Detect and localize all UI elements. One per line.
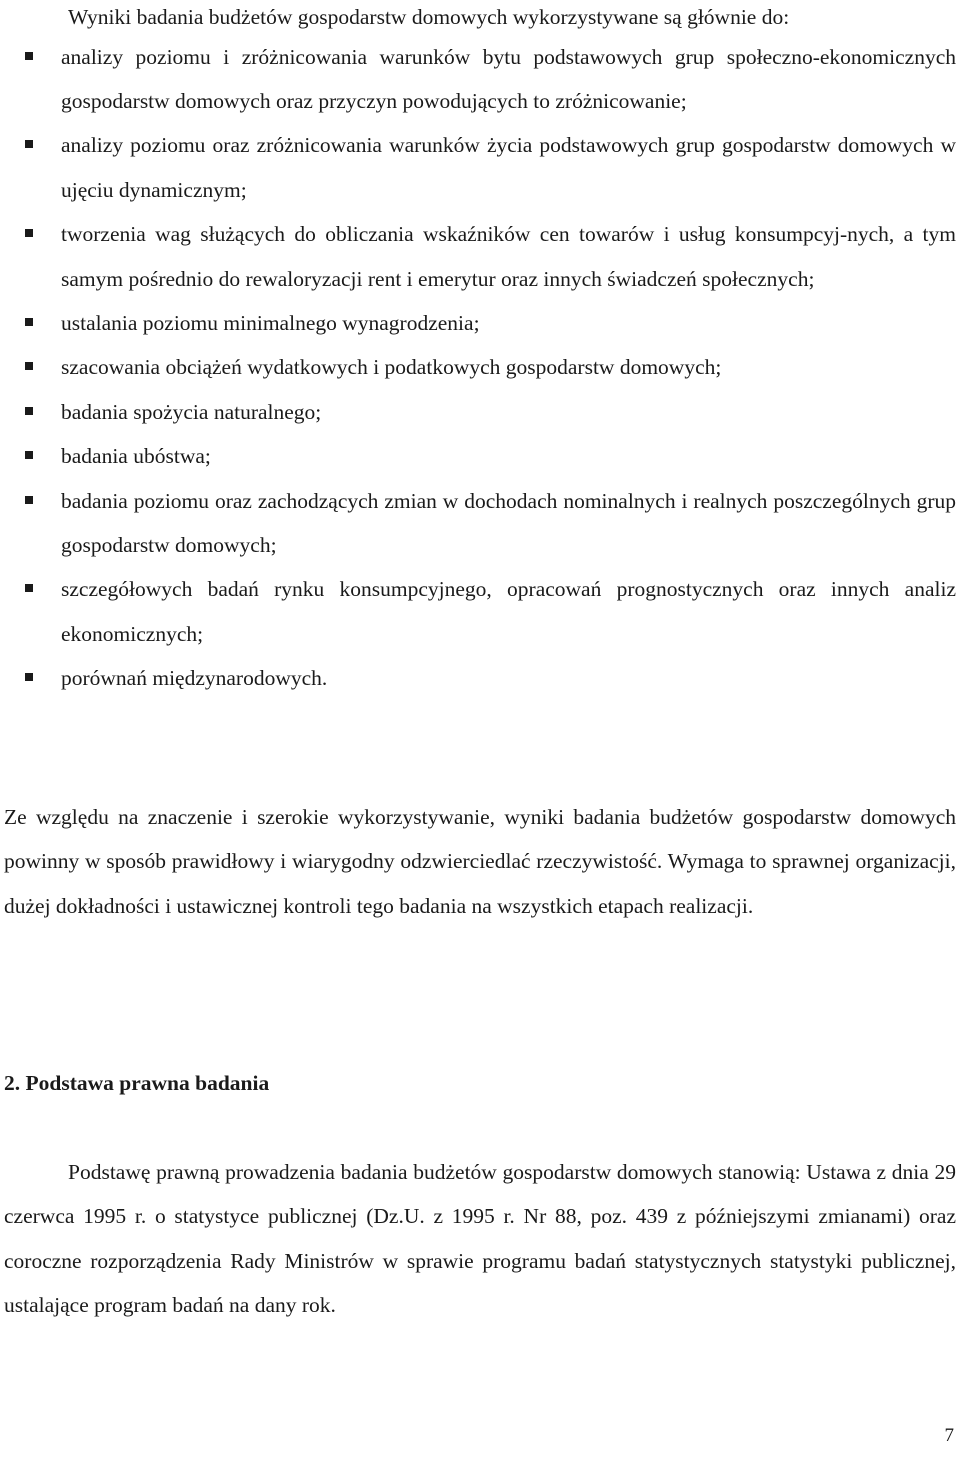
list-item-text: analizy poziomu oraz zróżnicowania warunków życia podstawowych grup gospodarstw domowych w ujęciu dynamicznym; <box>61 133 956 202</box>
list-item-text: szacowania obciążeń wydatkowych i podatkowych gospodarstw domowych; <box>61 355 722 380</box>
page-number: 7 <box>944 1425 954 1446</box>
list-item <box>0 479 960 568</box>
list-item <box>0 434 960 478</box>
list-item <box>0 212 960 301</box>
list-item-text: szczegółowych badań rynku konsumpcyjnego, opracowań prognostycznych oraz innych analiz ekonomicznych; <box>61 577 956 646</box>
square-bullet-icon <box>25 229 33 237</box>
legal-basis-paragraph: Podstawę prawną prowadzenia badania budżetów gospodarstw domowych stanowią: Ustawa z dnia 29 czerwca 1995 r. o statystyce publicznej (Dz.U. z 1995 r. Nr 88, poz. 439 z późniejszymi zmianami) oraz coroczne rozporządzenia Rady Ministrów w sprawie programu badań statystycznych statystyki publicznej, ustalające program badań na dany rok. <box>4 1160 956 1318</box>
square-bullet-icon <box>25 362 33 370</box>
square-bullet-icon <box>25 673 33 681</box>
square-bullet-icon <box>25 584 33 592</box>
list-item <box>0 123 960 212</box>
list-item <box>0 301 960 345</box>
list-item-text: badania ubóstwa; <box>61 444 211 469</box>
list-item <box>0 345 960 389</box>
square-bullet-icon <box>25 496 33 504</box>
square-bullet-icon <box>25 140 33 148</box>
square-bullet-icon <box>25 52 33 60</box>
list-item-text: ustalania poziomu minimalnego wynagrodzenia; <box>61 310 480 335</box>
list-item-text: analizy poziomu i zróżnicowania warunków bytu podstawowych grup społeczno-ekonomicznych gospodarstw domowych oraz przyczyn powodujących to zróżnicowanie; <box>61 44 956 113</box>
list-item-text: badania poziomu oraz zachodzących zmian w dochodach nominalnych i realnych poszczególnych grup gospodarstw domowych; <box>61 488 956 557</box>
list-item <box>0 35 960 124</box>
list-item <box>0 390 960 434</box>
intro-text: Wyniki badania budżetów gospodarstw domowych wykorzystywane są głównie do: <box>68 5 790 29</box>
square-bullet-icon <box>25 318 33 326</box>
square-bullet-icon <box>25 407 33 415</box>
section-heading: 2. Podstawa prawna badania <box>4 1071 270 1095</box>
list-item <box>0 656 960 700</box>
list-item <box>0 567 960 656</box>
body-paragraph: Ze względu na znaczenie i szerokie wykorzystywanie, wyniki badania budżetów gospodarstw domowych powinny w sposób prawidłowy i wiarygodny odzwierciedlać rzeczywistość. Wymaga to sprawnej organizacji, dużej dokładności i ustawicznej kontroli tego badania na wszystkich etapach realizacji. <box>4 805 956 918</box>
list-item-text: porównań międzynarodowych. <box>61 666 328 691</box>
list-item-text: badania spożycia naturalnego; <box>61 399 322 424</box>
usage-list <box>0 35 960 701</box>
square-bullet-icon <box>25 451 33 459</box>
list-item-text: tworzenia wag służących do obliczania wskaźników cen towarów i usług konsumpcyj-nych, a tym samym pośrednio do rewaloryzacji rent i emerytur oraz innych świadczeń społecznych; <box>61 222 956 291</box>
